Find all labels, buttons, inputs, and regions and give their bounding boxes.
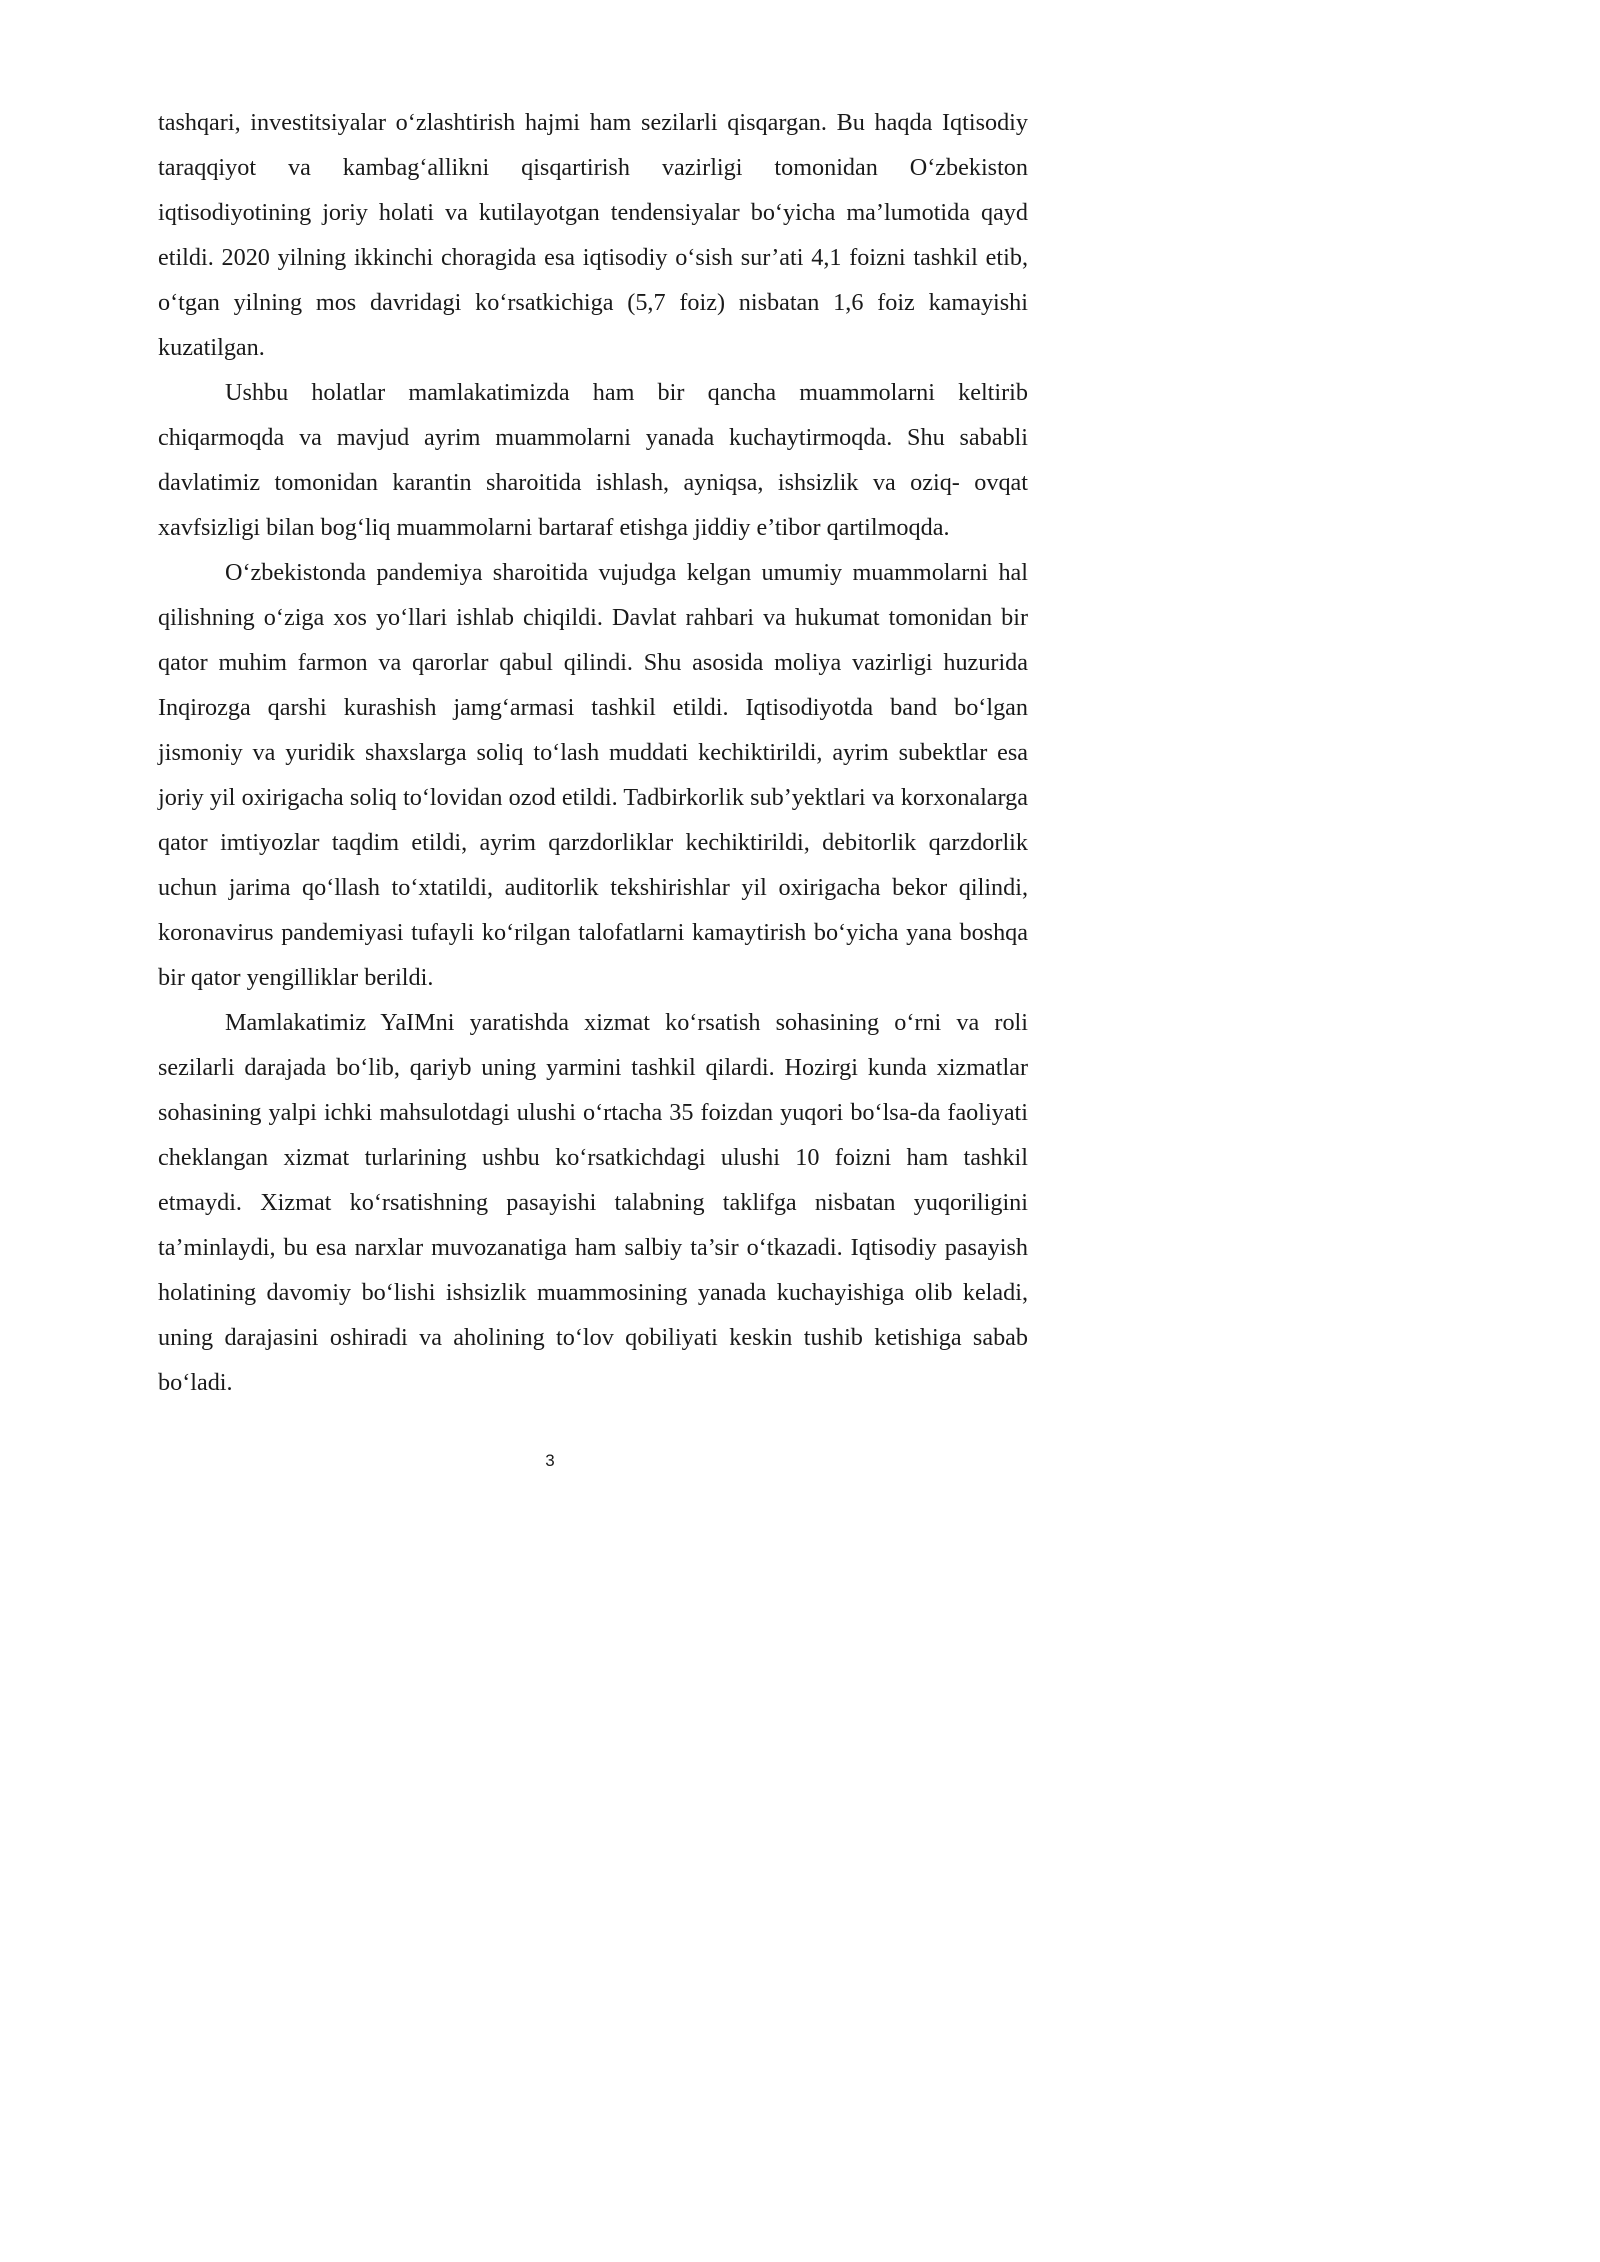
paragraph: Ushbu holatlar mamlakatimizda ham bir qancha muammolarni keltirib chiqarmoqda va mavjud ayrim muammolarni yanada kuchaytirmoqda. Shu sababli davlatimiz tomonidan karantin sharoitida ishlash, ayniqsa, ishsizlik va oziq- ovqat xavfsizligi bilan bog‘liq muammolarni bartaraf etishga jiddiy e’tibor qartilmoqda. (158, 379, 1028, 541)
document-body (158, 100, 1028, 1405)
paragraph: Mamlakatimiz YaIMni yaratishda xizmat ko‘rsatish sohasining o‘rni va roli sezilarli darajada bo‘lib, qariyb uning yarmini tashkil qilardi. Hozirgi kunda xizmatlar sohasining yalpi ichki mahsulotdagi ulushi o‘rtacha 35 foizdan yuqori bo‘lsa-da faoliyati cheklangan xizmat turlarining ushbu ko‘rsatkichdagi ulushi 10 foizni ham tashkil etmaydi. Xizmat ko‘rsatishning pasayishi talabning taklifga nisbatan yuqoriligini ta’minlaydi, bu esa narxlar muvozanatiga ham salbiy ta’sir o‘tkazadi. Iqtisodiy pasayish holatining davomiy bo‘lishi ishsizlik muammosining yanada kuchayishiga olib keladi, uning darajasini oshiradi va aholining to‘lov qobiliyati keskin tushib ketishiga sabab bo‘ladi. (158, 1009, 1028, 1396)
paragraph-continuation: tashqari, investitsiyalar o‘zlashtirish hajmi ham sezilarli qisqargan. Bu haqda Iqtisodiy taraqqiyot va kambag‘allikni qisqartirish vazirligi tomonidan O‘zbekiston iqtisodiyotining joriy holati va kutilayotgan tendensiyalar bo‘yicha ma’lumotida qayd etildi. 2020 yilning ikkinchi choragida esa iqtisodiy o‘sish sur’ati 4,1 foizni tashkil etib, o‘tgan yilning mos davridagi ko‘rsatkichiga (5,7 foiz) nisbatan 1,6 foiz kamayishi kuzatilgan. (158, 109, 1028, 361)
page-number: 3 (545, 1451, 555, 1470)
document-page (0, 0, 1100, 1555)
paragraph: O‘zbekistonda pandemiya sharoitida vujudga kelgan umumiy muammolarni hal qilishning o‘ziga xos yo‘llari ishlab chiqildi. Davlat rahbari va hukumat tomonidan bir qator muhim farmon va qarorlar qabul qilindi. Shu asosida moliya vazirligi huzurida Inqirozga qarshi kurashish jamg‘armasi tashkil etildi. Iqtisodiyotda band bo‘lgan jismoniy va yuridik shaxslarga soliq to‘lash muddati kechiktirildi, ayrim subektlar esa joriy yil oxirigacha soliq to‘lovidan ozod etildi. Tadbirkorlik sub’yektlari va korxonalarga qator imtiyozlar taqdim etildi, ayrim qarzdorliklar kechiktirildi, debitorlik qarzdorlik uchun jarima qo‘llash to‘xtatildi, auditorlik tekshirishlar yil oxirigacha bekor qilindi, koronavirus pandemiyasi tufayli ko‘rilgan talofatlarni kamaytirish bo‘yicha yana boshqa bir qator yengilliklar berildi. (158, 559, 1028, 991)
